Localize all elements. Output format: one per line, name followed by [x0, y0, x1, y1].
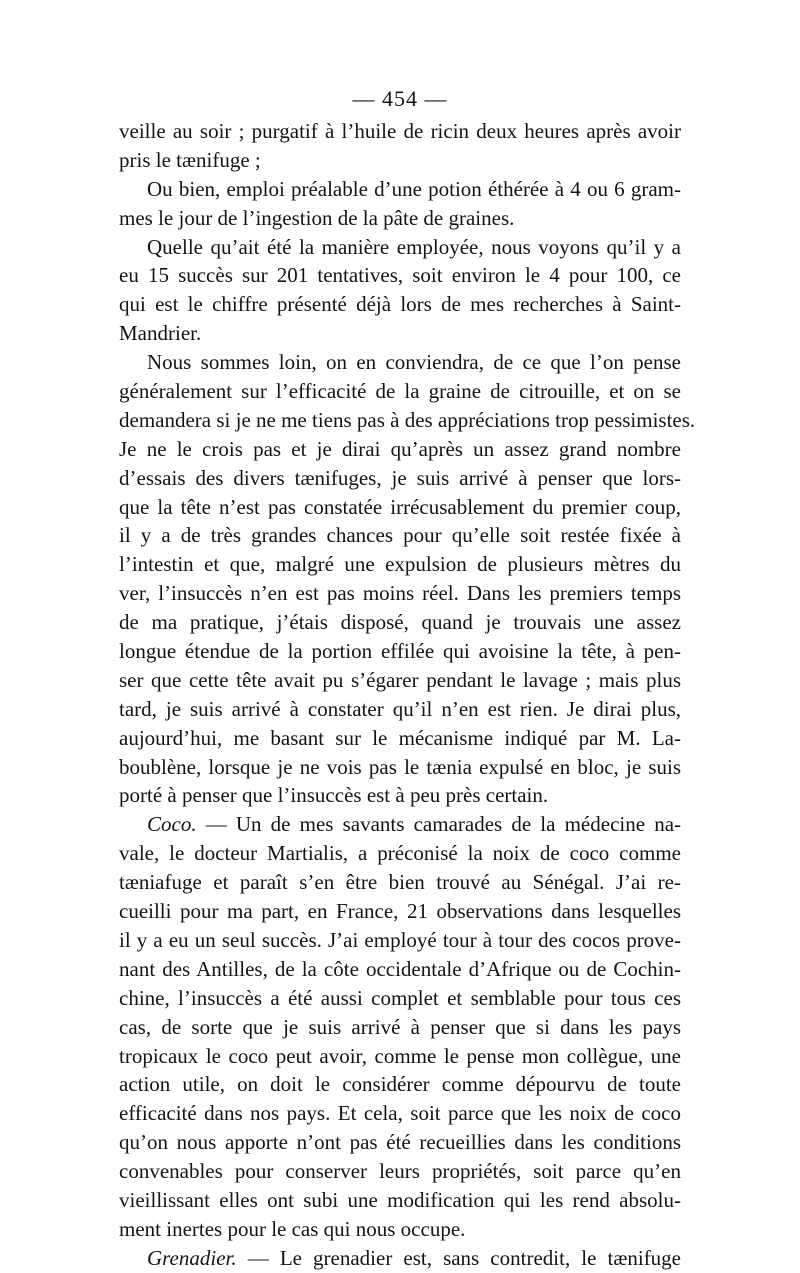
text-line: Je ne le crois pas et je dirai qu’après un assez grand nombre	[119, 436, 681, 461]
text-line: vieillissant elles ont subi une modification qui les rend absolu-	[119, 1187, 681, 1212]
text-line: chine, l’insuccès a été aussi complet et semblable pour tous ces	[119, 985, 681, 1010]
text-line: il y a de très grandes chances pour qu’elle soit restée fixée à	[119, 523, 681, 548]
text-line: tard, je suis arrivé à constater qu’il n’en est rien. Je dirai plus,	[119, 696, 681, 721]
text-line: action utile, on doit le considérer comme dépourvu de toute	[119, 1072, 681, 1097]
text-line: Mandrier.	[119, 321, 202, 346]
text-line: mes le jour de l’ingestion de la pâte de graines.	[119, 205, 515, 230]
text-line: vale, le docteur Martialis, a préconisé la noix de coco comme	[119, 841, 681, 866]
text-line: convenables pour conserver leurs propriétés, soit parce qu’en	[119, 1159, 681, 1184]
text-line: généralement sur l’efficacité de la graine de citrouille, et on se	[119, 379, 681, 404]
text-line: cas, de sorte que je suis arrivé à penser que si dans les pays	[119, 1014, 681, 1039]
text-line: l’intestin et que, malgré une expulsion de plusieurs mètres du	[119, 552, 681, 577]
text-line: ment inertes pour le cas qui nous occupe.	[119, 1216, 466, 1241]
text-line-rest: — Le grenadier est, sans contredit, le tænifuge	[247, 1245, 682, 1270]
text-line: veille au soir ; purgatif à l’huile de ricin deux heures après avoir	[119, 119, 681, 143]
text-line: longue étendue de la portion effilée qui avoisine la tête, à pen-	[119, 639, 681, 664]
text-line: il y a eu un seul succès. J’ai employé tour à tour des cocos prove-	[119, 927, 681, 952]
text-line: tropicaux le coco peut avoir, comme le pense mon collègue, une	[119, 1043, 681, 1068]
text-line: Quelle qu’ait été la manière employée, nous voyons qu’il y a	[147, 234, 681, 259]
text-line: cueilli pour ma part, en France, 21 observations dans lesquelles	[119, 899, 681, 924]
text-line: aujourd’hui, me basant sur le mécanisme indiqué par M. La-	[119, 725, 681, 750]
text-line: qu’on nous apporte n’ont pas été recueillies dans les conditions	[119, 1130, 681, 1155]
text-line: de ma pratique, j’étais disposé, quand je trouvais une assez	[119, 610, 681, 635]
text-line: nant des Antilles, de la côte occidentale d’Afrique ou de Cochin-	[119, 956, 681, 981]
text-line: que la tête n’est pas constatée irrécusablement du premier coup,	[119, 494, 681, 519]
text-line: tæniafuge et paraît s’en être bien trouvé au Sénégal. J’ai re-	[119, 870, 681, 895]
text-line: ser que cette tête avait pu s’égarer pendant le lavage ; mais plus	[119, 667, 681, 692]
text-line: pris le tænifuge ;	[119, 147, 261, 172]
text-line: boublène, lorsque je ne vois pas le tænia expulsé en bloc, je suis	[119, 754, 681, 779]
text-line: ver, l’insuccès n’en est pas moins réel. Dans les premiers temps	[119, 581, 681, 606]
text-line: Ou bien, emploi préalable d’une potion éthérée à 4 ou 6 gram-	[147, 176, 681, 201]
text-line: porté à penser que l’insuccès est à peu près certain.	[119, 783, 549, 808]
text-line: d’essais des divers tænifuges, je suis arrivé à penser que lors-	[119, 465, 681, 490]
text-line: eu 15 succès sur 201 tentatives, soit environ le 4 pour 100, ce	[119, 263, 681, 288]
text-line: efficacité dans nos pays. Et cela, soit parce que les noix de coco	[119, 1101, 681, 1126]
text-line: demandera si je ne me tiens pas à des appréciations trop pessimistes.	[119, 407, 696, 432]
text-line-with-lead	[119, 810, 681, 839]
section-lead-grenadier: Grenadier.	[147, 1245, 237, 1270]
text-line-rest: — Un de mes savants camarades de la médecine na-	[205, 812, 682, 837]
section-lead-coco: Coco.	[147, 812, 197, 837]
text-line: qui est le chiffre présenté déjà lors de mes recherches à Saint-	[119, 292, 681, 317]
body-text	[119, 117, 696, 1273]
text-line-with-lead	[119, 1244, 681, 1273]
text-line: Nous sommes loin, on en conviendra, de ce que l’on pense	[147, 350, 681, 375]
page-number: — 454 —	[352, 86, 448, 111]
